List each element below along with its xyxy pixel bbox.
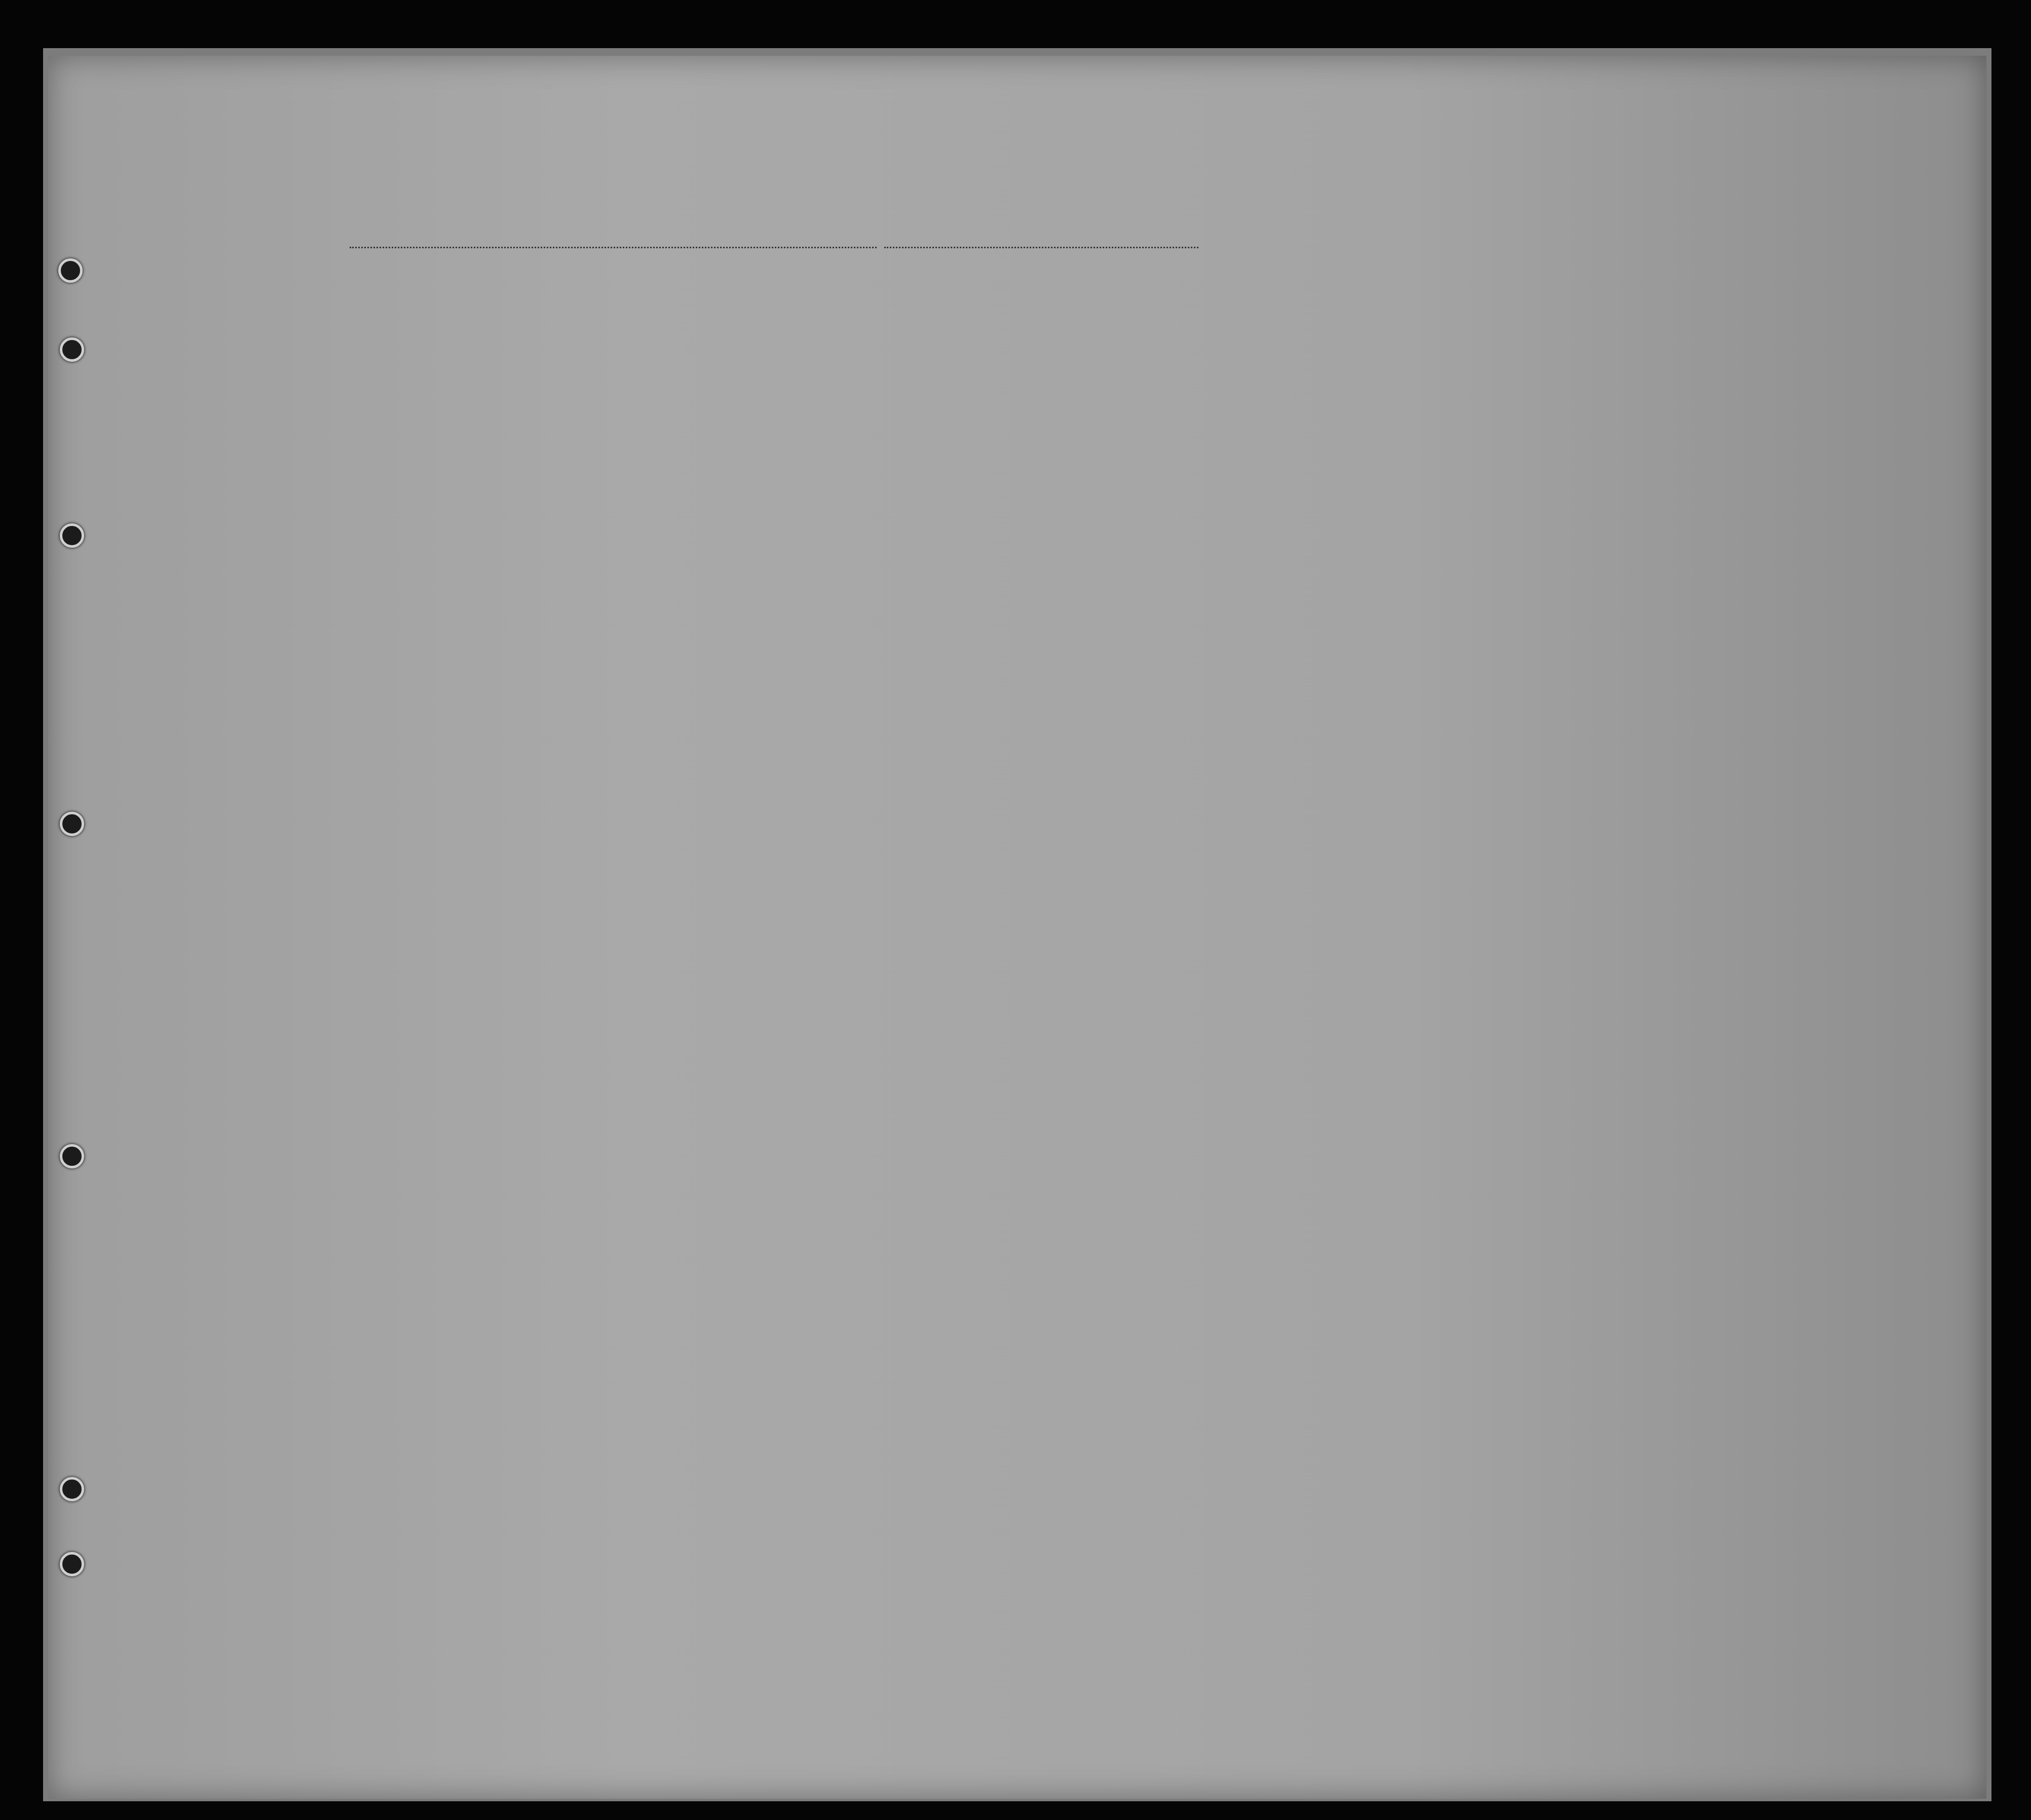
header-ticket [598,309,616,438]
header-q29 [1449,309,1500,436]
binder-hole [58,258,83,283]
date-line [884,247,1198,248]
header-polygamist [1353,309,1373,436]
binder-hole [60,337,84,362]
header-anarchist [1381,309,1401,436]
header-prison [1320,309,1350,436]
header-purpose-return [1156,320,1207,437]
port-line [350,247,877,248]
header-money [720,309,740,438]
binder-hole [60,523,84,548]
binder-hole [60,1477,84,1501]
header-inches [1681,370,1697,436]
binder-hole [60,812,84,836]
header-q30 [1496,309,1526,436]
header-purpose-citizen [1276,320,1317,437]
header-purpose-length [1216,320,1267,437]
binder-hole [60,1552,84,1576]
binder-hole [60,1144,84,1168]
